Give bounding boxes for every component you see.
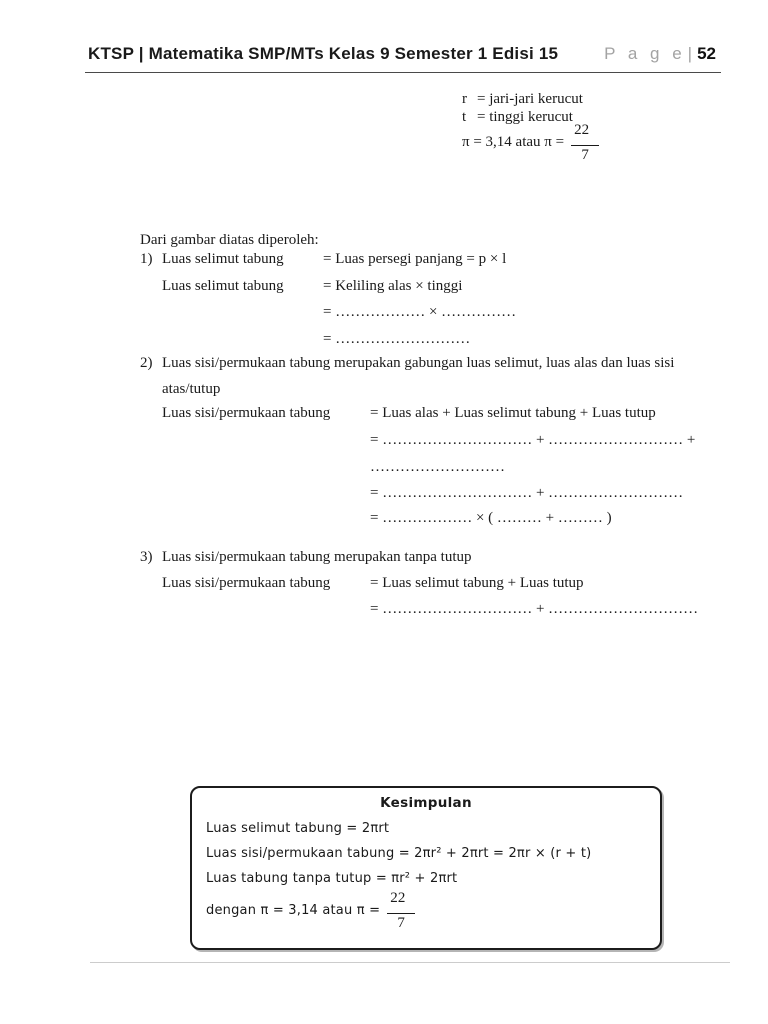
list-item-1-dotted-line (323, 329, 470, 349)
intro-text: Dari gambar diatas diperoleh: (140, 232, 319, 248)
item-intro-text: atas/tutup (162, 381, 221, 397)
list-item-2-intro-2 (162, 379, 220, 399)
row-label: Luas selimut tabung (162, 278, 284, 294)
definition-row-r (462, 90, 583, 108)
fraction-denominator: 7 (581, 147, 589, 163)
header-rule (85, 72, 721, 73)
definition-var: t (462, 109, 467, 125)
intro-line (140, 230, 319, 250)
dotted-line-text: = ……………… × …………… (323, 304, 517, 320)
kesimpulan-pi-text: dengan π = 3,14 atau π = (206, 903, 381, 919)
list-item-3-intro (140, 547, 472, 567)
footer-rule (90, 962, 730, 963)
kesimpulan-formula: Luas sisi/permukaan tabung = 2πr² + 2πrt = 2πr × (r + t) (206, 846, 592, 861)
row-value: = Keliling alas × tinggi (323, 278, 463, 294)
dotted-line-text: ……………………… (370, 459, 505, 475)
list-item-2-dotted-line (370, 430, 695, 450)
page-word: P a g e (604, 44, 686, 63)
pi-fraction (571, 122, 599, 164)
kesimpulan-pi-line (206, 890, 415, 932)
page-indicator (604, 44, 716, 64)
pi-definition (462, 122, 599, 164)
list-item-3-dotted-line (370, 599, 698, 619)
page-number: 52 (697, 44, 716, 63)
list-item-2-dotted-line (370, 483, 683, 503)
kesimpulan-formula: Luas selimut tabung = 2πrt (206, 821, 390, 836)
row-value: = Luas alas + Luas selimut tabung + Luas tutup (370, 405, 656, 421)
fraction-numerator: 22 (571, 122, 599, 146)
list-item-1-dotted-line (323, 302, 516, 322)
page-separator: | (687, 44, 693, 63)
fraction-denominator: 7 (397, 915, 406, 931)
pi-definition-text: π = 3,14 atau π = (462, 134, 565, 151)
definition-var: r (462, 91, 467, 107)
row-label: Luas sisi/permukaan tabung (162, 575, 331, 591)
dotted-line-text: = ……………………… (323, 331, 471, 347)
definition-text: = jari-jari kerucut (477, 91, 583, 107)
list-item-2-intro-1 (140, 353, 674, 373)
list-item-1-row-2 (162, 276, 462, 296)
list-item-number: 1) (140, 251, 153, 267)
list-item-3-row (162, 573, 584, 593)
item-intro-text: Luas sisi/permukaan tabung merupakan gabungan luas selimut, luas alas dan luas sisi (162, 355, 675, 371)
row-value: = Luas selimut tabung + Luas tutup (370, 575, 584, 591)
fraction-numerator: 22 (387, 890, 415, 914)
kesimpulan-formula: Luas tabung tanpa tutup = πr² + 2πrt (206, 871, 458, 886)
kesimpulan-box (190, 786, 662, 950)
pi-fraction (387, 890, 415, 932)
item-intro-text: Luas sisi/permukaan tabung merupakan tanpa tutup (162, 549, 472, 565)
kesimpulan-title: Kesimpulan (380, 795, 472, 811)
dotted-line-text: = ………………………… + ………………………… (370, 601, 699, 617)
list-item-2-dotted-line (370, 508, 612, 528)
list-item-1-row-1 (140, 249, 506, 269)
list-item-number: 2) (140, 355, 153, 371)
header-title: KTSP | Matematika SMP/MTs Kelas 9 Semester 1 Edisi 15 (88, 44, 559, 63)
row-label: Luas selimut tabung (162, 251, 284, 267)
list-item-2-row (162, 403, 656, 423)
row-value: = Luas persegi panjang = p × l (323, 251, 507, 267)
row-label: Luas sisi/permukaan tabung (162, 405, 331, 421)
dotted-line-text: = ………………………… + ……………………… + (370, 432, 696, 448)
page-header (88, 44, 716, 70)
list-item-number: 3) (140, 549, 153, 565)
dotted-line-text: = ……………… × ( ……… + ……… ) (370, 510, 612, 526)
dotted-line-text: = ………………………… + ……………………… (370, 485, 684, 501)
list-item-2-dotted-line (370, 457, 505, 477)
definition-text: = tinggi kerucut (477, 109, 573, 125)
